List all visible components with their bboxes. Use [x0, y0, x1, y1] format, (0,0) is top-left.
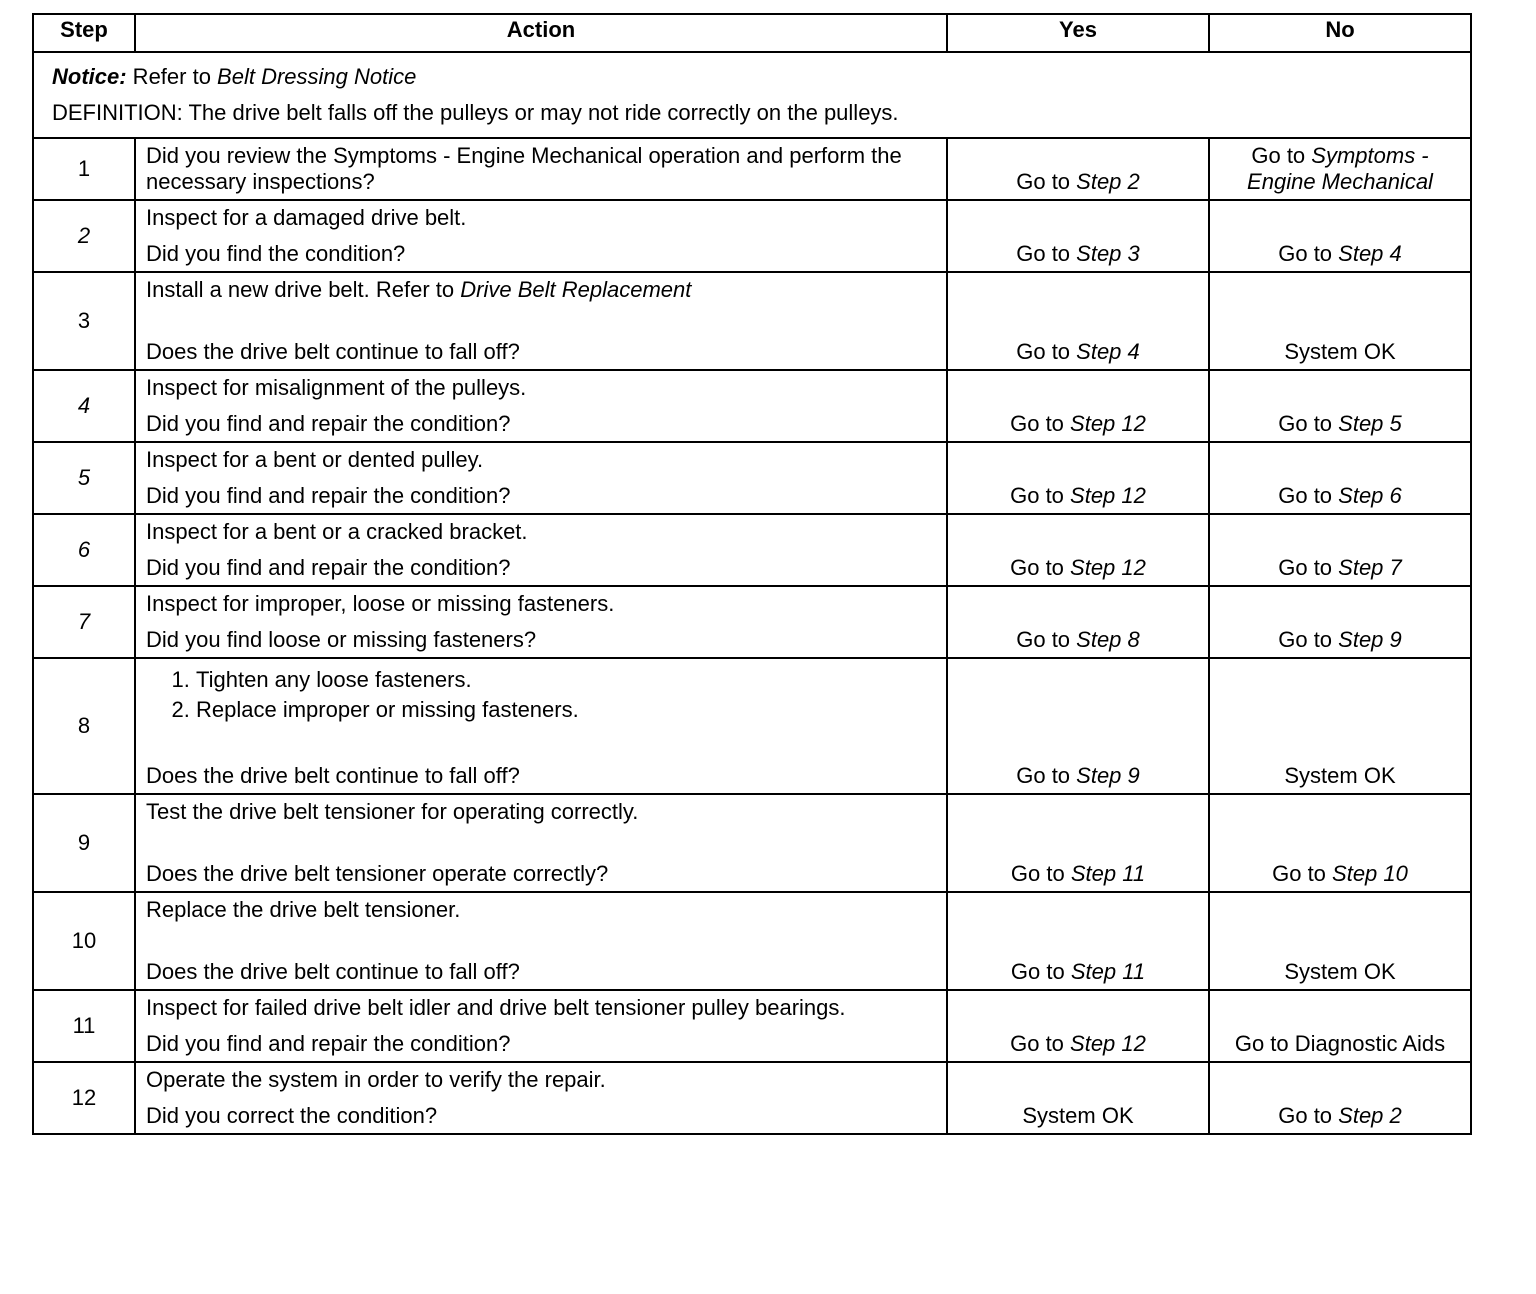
step-number: 4 — [33, 370, 135, 442]
no-cell: Go to Step 4 — [1209, 200, 1471, 272]
question-text: Does the drive belt continue to fall off? — [146, 763, 520, 788]
no-cell: System OK — [1209, 272, 1471, 370]
question-text: Does the drive belt continue to fall off? — [146, 339, 520, 364]
question-text: Did you find the condition? — [146, 241, 406, 266]
header-yes: Yes — [947, 14, 1209, 52]
yes-cell: Go to Step 9 — [947, 658, 1209, 794]
table-row — [33, 586, 1471, 658]
yes-cell: Go to Step 8 — [947, 586, 1209, 658]
header-action: Action — [135, 14, 947, 52]
question-text: Does the drive belt continue to fall off? — [146, 959, 520, 984]
step-number: 2 — [33, 200, 135, 272]
table-row — [33, 794, 1471, 892]
header-step: Step — [33, 14, 135, 52]
step-number: 6 — [33, 514, 135, 586]
notice-row: Notice: Refer to Belt Dressing Notice DEFINITION: The drive belt falls off the pulleys or may not ride correctly on the pulleys. — [33, 52, 1471, 138]
yes-cell: Go to Step 12 — [947, 514, 1209, 586]
action-cell — [135, 370, 947, 442]
action-text: Inspect for failed drive belt idler and drive belt tensioner pulley bearings. — [146, 995, 846, 1020]
action-cell — [135, 514, 947, 586]
action-cell — [135, 200, 947, 272]
action-text: Did you review the Symptoms - Engine Mechanical operation and perform the necessary inspections? — [146, 143, 902, 194]
action-cell — [135, 794, 947, 892]
header-no: No — [1209, 14, 1471, 52]
yes-cell: Go to Step 3 — [947, 200, 1209, 272]
action-text: Inspect for improper, loose or missing fasteners. — [146, 591, 615, 616]
question-text: Does the drive belt tensioner operate correctly? — [146, 861, 609, 886]
no-cell: Go to Diagnostic Aids — [1209, 990, 1471, 1062]
table-row — [33, 892, 1471, 990]
yes-cell: Go to Step 11 — [947, 892, 1209, 990]
action-text: Inspect for misalignment of the pulleys. — [146, 375, 527, 400]
definition: DEFINITION: The drive belt falls off the pulleys or may not ride correctly on the pulleys. — [52, 100, 899, 125]
action-cell — [135, 442, 947, 514]
table-row — [33, 272, 1471, 370]
action-text: Replace the drive belt tensioner. — [146, 897, 461, 922]
action-cell — [135, 272, 947, 370]
action-cell: 1. Tighten any loose fasteners. 2. Replace improper or missing fasteners. Does the drive belt continue to fall off? — [135, 658, 947, 794]
notice-link: Belt Dressing Notice — [217, 64, 417, 89]
action-text: Install a new drive belt. Refer to Drive Belt Replacement — [146, 277, 692, 302]
table-row — [33, 138, 1471, 200]
table-row — [33, 370, 1471, 442]
no-cell: Go to Step 9 — [1209, 586, 1471, 658]
action-text: Inspect for a bent or dented pulley. — [146, 447, 484, 472]
step-number: 12 — [33, 1062, 135, 1134]
yes-cell: System OK — [947, 1062, 1209, 1134]
table-row — [33, 990, 1471, 1062]
table-row — [33, 658, 1471, 794]
no-cell: Go to Step 6 — [1209, 442, 1471, 514]
question-text: Did you find and repair the condition? — [146, 1031, 511, 1056]
no-cell: System OK — [1209, 892, 1471, 990]
step-number: 7 — [33, 586, 135, 658]
action-cell — [135, 990, 947, 1062]
action-cell — [135, 138, 947, 200]
table-row — [33, 200, 1471, 272]
table-row — [33, 514, 1471, 586]
step-number: 8 — [33, 658, 135, 794]
table-row — [33, 1062, 1471, 1134]
action-text: Test the drive belt tensioner for operating correctly. — [146, 799, 639, 824]
action-cell — [135, 586, 947, 658]
notice-label: Notice: — [52, 64, 127, 89]
yes-cell: Go to Step 12 — [947, 442, 1209, 514]
yes-cell: Go to Step 4 — [947, 272, 1209, 370]
yes-cell: Go to Step 12 — [947, 990, 1209, 1062]
question-text: Did you find loose or missing fasteners? — [146, 627, 537, 652]
action-text: Inspect for a damaged drive belt. — [146, 205, 467, 230]
question-text: Did you find and repair the condition? — [146, 483, 511, 508]
no-cell: Go to Symptoms - Engine Mechanical — [1209, 138, 1471, 200]
question-text: Did you find and repair the condition? — [146, 555, 511, 580]
step-number: 3 — [33, 272, 135, 370]
step-number: 9 — [33, 794, 135, 892]
action-cell — [135, 1062, 947, 1134]
table-row — [33, 442, 1471, 514]
question-text: Did you find and repair the condition? — [146, 411, 511, 436]
step-number: 1 — [33, 138, 135, 200]
no-cell: Go to Step 10 — [1209, 794, 1471, 892]
step-number: 5 — [33, 442, 135, 514]
no-cell: Go to Step 2 — [1209, 1062, 1471, 1134]
step-number: 11 — [33, 990, 135, 1062]
yes-cell: Go to Step 11 — [947, 794, 1209, 892]
step-number: 10 — [33, 892, 135, 990]
yes-cell: Go to Step 2 — [947, 138, 1209, 200]
action-text: Operate the system in order to verify the repair. — [146, 1067, 606, 1092]
no-cell: Go to Step 7 — [1209, 514, 1471, 586]
yes-cell: Go to Step 12 — [947, 370, 1209, 442]
action-cell — [135, 892, 947, 990]
action-text: Inspect for a bent or a cracked bracket. — [146, 519, 528, 544]
no-cell: System OK — [1209, 658, 1471, 794]
no-cell: Go to Step 5 — [1209, 370, 1471, 442]
question-text: Did you correct the condition? — [146, 1103, 438, 1128]
diagnostic-table — [32, 13, 1472, 1135]
